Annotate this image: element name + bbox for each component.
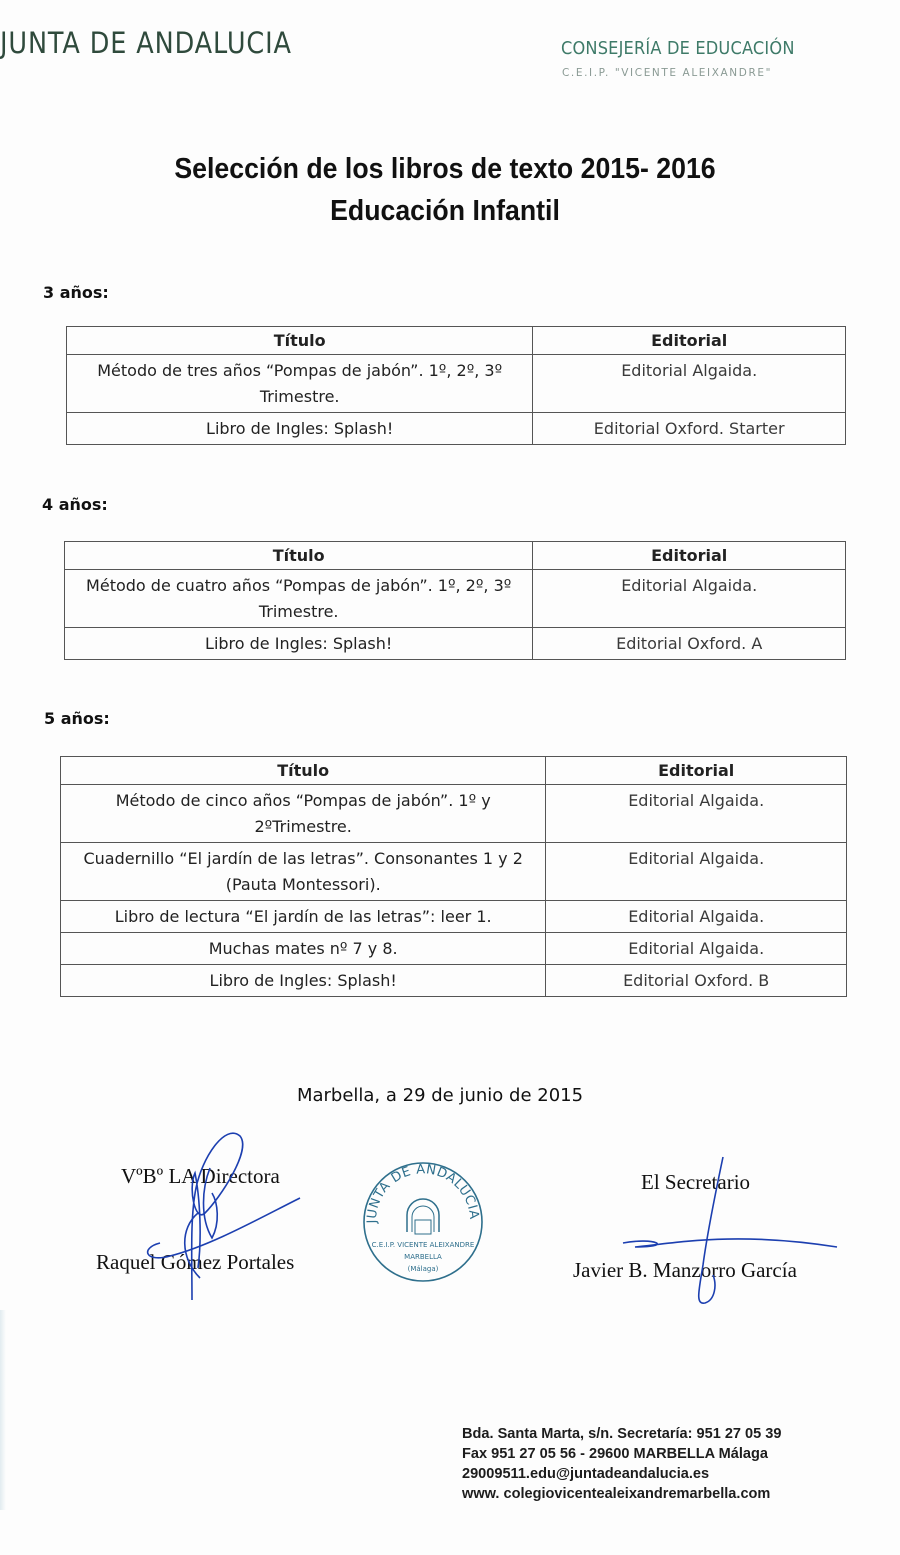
book-title: Cuadernillo “El jardín de las letras”. Consonantes 1 y 2 (Pauta Montessori). (61, 843, 546, 901)
book-title: Libro de Ingles: Splash! (65, 628, 533, 660)
book-publisher: Editorial Algaida. (546, 901, 847, 933)
table-header-row (65, 542, 846, 570)
column-header-editorial: Editorial (533, 542, 846, 570)
scan-edge-artifact (0, 1310, 6, 1510)
secretary-role: El Secretario (641, 1170, 751, 1194)
column-header-titulo: Título (61, 757, 546, 785)
book-title: Muchas mates nº 7 y 8. (61, 933, 546, 965)
svg-text:JUNTA DE ANDALUCIA (365, 1162, 481, 1224)
table-row (61, 933, 847, 965)
section-label-4-years: 4 años: (42, 495, 108, 514)
secretary-signature (615, 1155, 845, 1310)
section-label-3-years: 3 años: (43, 283, 109, 302)
stamp-school: C.E.I.P. VICENTE ALEIXANDRE (371, 1241, 475, 1249)
table-row (61, 785, 847, 843)
table-header-row (67, 327, 846, 355)
table-row (65, 628, 846, 660)
book-title: Libro de lectura “El jardín de las letras”: leer 1. (61, 901, 546, 933)
book-publisher: Editorial Oxford. B (546, 965, 847, 997)
footer-website: www. colegiovicentealeixandremarbella.com (462, 1485, 771, 1502)
books-table-3-years (66, 326, 846, 445)
book-title: Método de tres años “Pompas de jabón”. 1º, 2º, 3º Trimestre. (67, 355, 533, 413)
column-header-titulo: Título (65, 542, 533, 570)
stamp-province: (Málaga) (407, 1265, 439, 1273)
books-table-4-years (64, 541, 846, 660)
book-publisher: Editorial Oxford. A (533, 628, 846, 660)
place-and-date: Marbella, a 29 de junio de 2015 (296, 1085, 584, 1106)
school-stamp (361, 1160, 485, 1284)
column-header-editorial: Editorial (533, 327, 846, 355)
table-row (61, 843, 847, 901)
table-row (67, 413, 846, 445)
column-header-titulo: Título (67, 327, 533, 355)
book-publisher: Editorial Oxford. Starter (533, 413, 846, 445)
footer-email: 29009511.edu@juntadeandalucia.es (462, 1465, 710, 1482)
book-title: Libro de Ingles: Splash! (67, 413, 533, 445)
table-row (61, 901, 847, 933)
stamp-city: MARBELLA (404, 1253, 442, 1261)
column-header-editorial: Editorial (546, 757, 847, 785)
table-row (65, 570, 846, 628)
school-name: C.E.I.P. "VICENTE ALEIXANDRE" (562, 67, 773, 79)
book-publisher: Editorial Algaida. (546, 933, 847, 965)
book-publisher: Editorial Algaida. (533, 355, 846, 413)
junta-de-andalucia-logo: JUNTA DE ANDALUCIA (0, 26, 292, 60)
book-title: Método de cuatro años “Pompas de jabón”. 1º, 2º, 3º Trimestre. (65, 570, 533, 628)
book-publisher: Editorial Algaida. (533, 570, 846, 628)
books-table-5-years (60, 756, 847, 997)
department-name: CONSEJERÍA DE EDUCACIÓN (561, 38, 795, 59)
page-title: Selección de los libros de texto 2015- 2016 (174, 153, 716, 185)
director-role: VºBº LA Directora (121, 1164, 280, 1188)
page-subtitle: Educación Infantil (330, 195, 560, 227)
director-name: Raquel Gómez Portales (96, 1250, 295, 1274)
director-signature (140, 1128, 310, 1303)
section-label-5-years: 5 años: (44, 709, 110, 728)
table-row (61, 965, 847, 997)
footer-address: Bda. Santa Marta, s/n. Secretaría: 951 27 05 39 (462, 1425, 782, 1442)
book-title: Libro de Ingles: Splash! (61, 965, 546, 997)
table-header-row (61, 757, 847, 785)
stamp-top-text: JUNTA DE ANDALUCIA (364, 1162, 482, 1224)
table-row (67, 355, 846, 413)
book-title: Método de cinco años “Pompas de jabón”. 1º y 2ºTrimestre. (61, 785, 546, 843)
footer-fax: Fax 951 27 05 56 - 29600 MARBELLA Málaga (462, 1445, 768, 1462)
book-publisher: Editorial Algaida. (546, 785, 847, 843)
book-publisher: Editorial Algaida. (546, 843, 847, 901)
secretary-name: Javier B. Manzorro García (573, 1258, 797, 1282)
